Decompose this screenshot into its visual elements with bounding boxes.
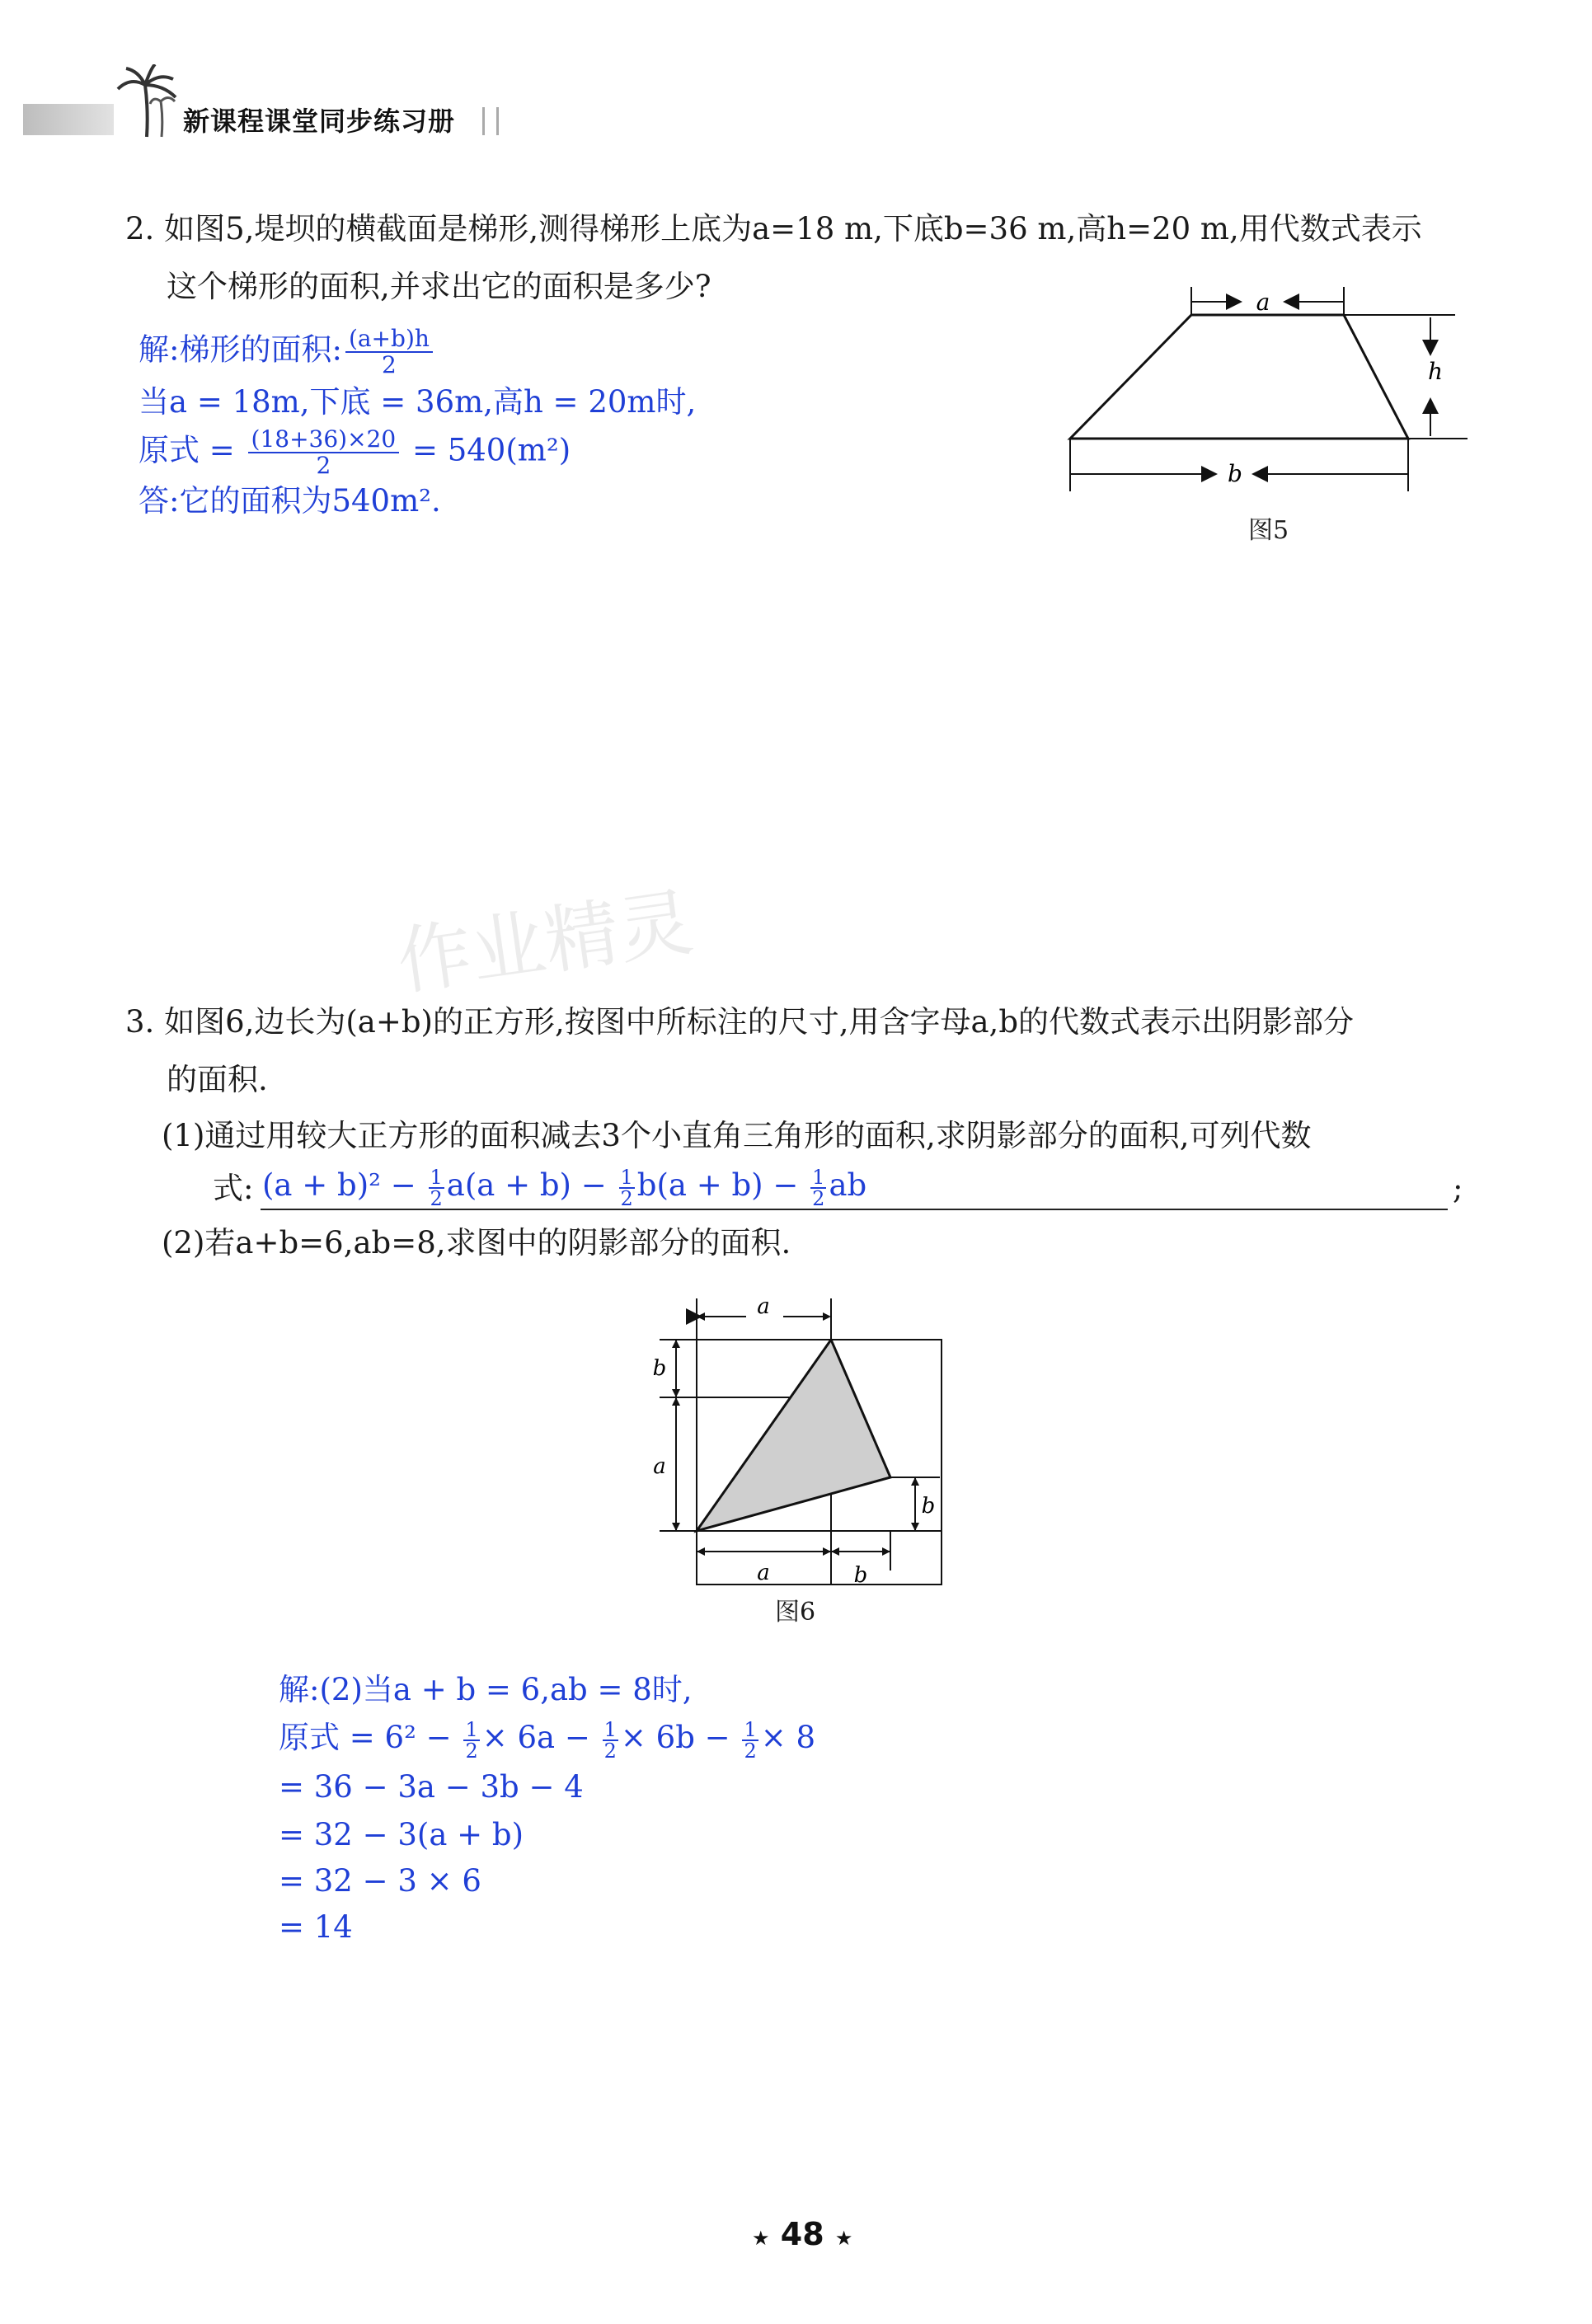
q2-ans1-prefix: 解:梯形的面积:	[139, 331, 342, 368]
fig5-label-h: h	[1428, 358, 1444, 385]
figure-6-caption: 图6	[775, 1598, 816, 1627]
half-num: 1	[812, 1165, 825, 1189]
q3-solution-line5: = 32 − 3 × 6	[279, 1863, 481, 1899]
part1-term-d: ab	[829, 1167, 867, 1203]
half-num: 1	[620, 1165, 633, 1189]
half-den: 2	[744, 1739, 757, 1763]
shaded-triangle	[697, 1340, 890, 1531]
fig6-label-b-left: b	[652, 1356, 667, 1381]
sol2-term-a: 原式 = 6² −	[279, 1720, 452, 1755]
trapezoid-shape	[1070, 315, 1408, 439]
half-fraction	[742, 1717, 758, 1763]
q2-ans3-suffix: = 540(m²)	[411, 432, 571, 468]
figure-5-trapezoid	[1055, 272, 1484, 503]
page-number	[752, 2216, 852, 2252]
q3-part1-line1: (1)通过用较大正方形的面积减去3个小直角三角形的面积,求阴影部分的面积,可列代数	[162, 1118, 1312, 1153]
q2-answer-line4: 答:它的面积为540m².	[139, 483, 441, 519]
half-fraction	[463, 1717, 479, 1763]
q2-answer-line3	[139, 427, 571, 478]
half-fraction	[429, 1167, 444, 1209]
half-num: 1	[744, 1717, 757, 1741]
q2-ans3-num: (18+36)×20	[248, 427, 400, 453]
watermark: 作业精灵	[392, 879, 698, 1007]
sol2-term-c: × 6b −	[620, 1720, 730, 1755]
fig6-label-a-top: a	[757, 1294, 770, 1319]
half-fraction	[810, 1167, 826, 1209]
half-num: 1	[465, 1717, 478, 1741]
half-num: 1	[603, 1717, 617, 1741]
fig5-label-a: a	[1256, 289, 1270, 316]
fig5-label-b: b	[1228, 460, 1242, 487]
half-den: 2	[603, 1739, 617, 1763]
q2-ans1-num: (a+b)h	[345, 326, 433, 353]
star-icon: ★	[752, 2227, 770, 2250]
part1-term-c: b(a + b) −	[636, 1167, 799, 1203]
figure-6-square	[643, 1290, 956, 1587]
q2-line2: 这个梯形的面积,并求出它的面积是多少?	[167, 269, 711, 304]
q3-part1-end: ;	[1453, 1171, 1463, 1206]
half-den: 2	[465, 1739, 478, 1763]
header-decor-bar	[23, 104, 114, 135]
fig6-label-b-bottom: b	[853, 1563, 868, 1587]
part1-term-a: (a + b)² −	[262, 1167, 416, 1203]
fig6-label-b-right: b	[921, 1494, 936, 1519]
half-fraction	[619, 1167, 635, 1209]
sol2-term-b: × 6a −	[481, 1720, 590, 1755]
q3-solution-line2	[279, 1715, 815, 1761]
q2-ans3-prefix: 原式 =	[139, 432, 235, 468]
q3-line1: 3. 如图6,边长为(a+b)的正方形,按图中所标注的尺寸,用含字母a,b的代数式表示出阴影部分	[125, 1004, 1355, 1040]
q3-part1-prefix: 式:	[213, 1171, 254, 1206]
q2-answer-line1	[139, 326, 436, 378]
half-den: 2	[620, 1186, 633, 1210]
half-den: 2	[812, 1186, 825, 1210]
q2-line1: 2. 如图5,堤坝的横截面是梯形,测得梯形上底为a=18 m,下底b=36 m,高h=20 m,用代数式表示	[125, 211, 1422, 246]
q3-part1-answer	[262, 1162, 866, 1209]
q3-solution-line3: = 36 − 3a − 3b − 4	[279, 1769, 584, 1805]
half-num: 1	[430, 1165, 443, 1189]
q3-line2: 的面积.	[167, 1062, 268, 1097]
q3-part2: (2)若a+b=6,ab=8,求图中的阴影部分的面积.	[162, 1225, 791, 1261]
page-number-value: 48	[780, 2216, 824, 2252]
part1-term-b: a(a + b) −	[446, 1167, 607, 1203]
fig6-label-a-left: a	[653, 1454, 666, 1479]
star-icon: ★	[834, 2227, 853, 2250]
q2-ans3-fraction	[248, 427, 400, 478]
half-fraction	[603, 1717, 618, 1763]
fig6-label-a-bottom: a	[757, 1561, 770, 1585]
q3-solution-line1: 解:(2)当a + b = 6,ab = 8时,	[279, 1672, 693, 1707]
q2-ans1-fraction	[345, 326, 433, 378]
figure-5-caption: 图5	[1248, 516, 1289, 545]
q3-solution-line6: = 14	[279, 1909, 353, 1945]
sol2-term-d: × 8	[760, 1720, 816, 1755]
half-den: 2	[430, 1186, 443, 1210]
q3-solution-line4: = 32 − 3(a + b)	[279, 1817, 524, 1852]
header-decor-lines	[482, 107, 499, 135]
q2-ans3-den: 2	[316, 452, 331, 479]
palm-tree-icon	[114, 64, 180, 139]
q2-ans1-den: 2	[382, 351, 397, 378]
q2-answer-line2: 当a = 18m,下底 = 36m,高h = 20m时,	[139, 384, 697, 420]
book-title: 新课程课堂同步练习册	[183, 106, 456, 137]
